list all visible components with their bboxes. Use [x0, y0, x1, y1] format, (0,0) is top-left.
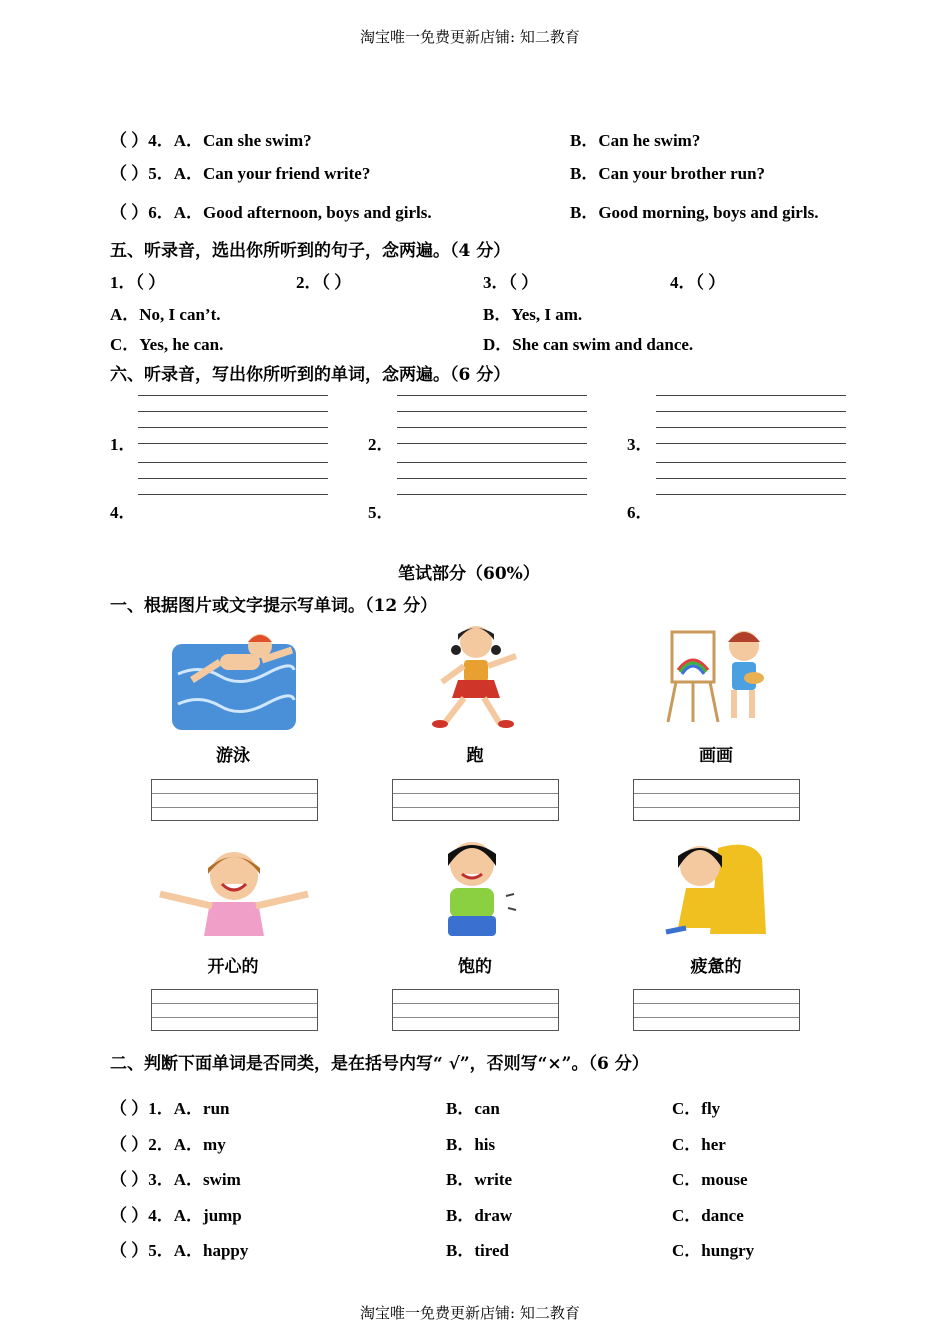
q2-row-5-b: B．tired [446, 1241, 509, 1260]
caption-draw: 画画 [699, 746, 733, 766]
sec6-title: 六、听录音，写出你所听到的单词，念两遍。（6 分） [110, 365, 511, 385]
sec5-option-a: A．No, I can’t. [110, 305, 221, 324]
sec6-num-2: 2． [368, 435, 394, 454]
writing-lines-5[interactable] [397, 462, 587, 510]
swimming-boy-illustration [170, 624, 298, 732]
caption-run: 跑 [466, 746, 484, 766]
q2-row-4-b: B．draw [446, 1206, 513, 1225]
sec5-blank-1: 1．（ ） [110, 273, 166, 292]
sec5-blank-4: 4．（ ） [670, 273, 726, 292]
sec5-option-b: B．Yes, I am. [483, 305, 583, 324]
q2-title: 二、判断下面单词是否同类，是在括号内写“ √”，否则写“×”。（6 分） [110, 1054, 649, 1074]
sec6-num-5: 5． [368, 503, 394, 522]
q6-option-b: B．Good morning, boys and girls. [570, 203, 819, 222]
q2-row-4-c: C．dance [672, 1206, 744, 1225]
q2-row-5-a: （ ）5．A．happy [110, 1241, 249, 1260]
sec6-num-4: 4． [110, 503, 136, 522]
writing-lines-1[interactable] [138, 395, 328, 451]
tired-girl-illustration [656, 838, 772, 936]
q6-option-a: （ ）6．A．Good afternoon, boys and girls. [110, 203, 432, 222]
q2-row-1-b: B．can [446, 1099, 500, 1118]
q2-row-1-c: C．fly [672, 1099, 721, 1118]
caption-swim: 游泳 [216, 746, 250, 766]
sec5-blank-3: 3．（ ） [483, 273, 539, 292]
q2-row-3-c: C．mouse [672, 1170, 748, 1189]
sec5-option-c: C．Yes, he can. [110, 335, 224, 354]
written-part-title: 笔试部分（60%） [398, 564, 540, 584]
q2-row-5-c: C．hungry [672, 1241, 755, 1260]
sec5-option-d: D．She can swim and dance. [483, 335, 694, 354]
q2-row-2-c: C．her [672, 1135, 726, 1154]
answer-box-3[interactable] [633, 779, 800, 821]
q1-title: 一、根据图片或文字提示写单词。（12 分） [110, 596, 438, 616]
sec6-num-3: 3． [627, 435, 653, 454]
page-header: 淘宝唯一免费更新店铺: 知二教育 [360, 28, 580, 46]
writing-lines-2[interactable] [397, 395, 587, 451]
caption-tired: 疲惫的 [690, 957, 742, 977]
answer-box-5[interactable] [392, 989, 559, 1031]
writing-lines-3[interactable] [656, 395, 846, 451]
q4-option-b: B．Can he swim? [570, 131, 701, 150]
sec6-num-1: 1． [110, 435, 136, 454]
q2-row-1-a: （ ）1．A．run [110, 1099, 230, 1118]
q2-row-3-b: B．write [446, 1170, 513, 1189]
caption-full: 饱的 [458, 957, 492, 977]
q2-row-4-a: （ ）4．A．jump [110, 1206, 242, 1225]
answer-box-2[interactable] [392, 779, 559, 821]
answer-box-6[interactable] [633, 989, 800, 1031]
sec5-title: 五、听录音，选出你所听到的句子，念两遍。（4 分） [110, 241, 511, 261]
writing-lines-4[interactable] [138, 462, 328, 510]
q5-option-a: （ ）5．A．Can your friend write? [110, 164, 371, 183]
q2-row-2-a: （ ）2．A．my [110, 1135, 226, 1154]
painting-girl-illustration [662, 622, 770, 724]
q2-row-3-a: （ ）3．A．swim [110, 1170, 241, 1189]
page-footer: 淘宝唯一免费更新店铺: 知二教育 [360, 1304, 580, 1322]
q5-option-b: B．Can your brother run? [570, 164, 766, 183]
answer-box-4[interactable] [151, 989, 318, 1031]
writing-lines-6[interactable] [656, 462, 846, 510]
caption-happy: 开心的 [207, 957, 259, 977]
q2-row-2-b: B．his [446, 1135, 496, 1154]
q4-option-a: （ ）4．A．Can she swim? [110, 131, 312, 150]
running-girl-illustration [424, 622, 524, 730]
happy-girl-illustration [154, 842, 314, 938]
answer-box-1[interactable] [151, 779, 318, 821]
sec6-num-6: 6． [627, 503, 653, 522]
full-girl-illustration [428, 836, 520, 942]
sec5-blank-2: 2．（ ） [296, 273, 352, 292]
